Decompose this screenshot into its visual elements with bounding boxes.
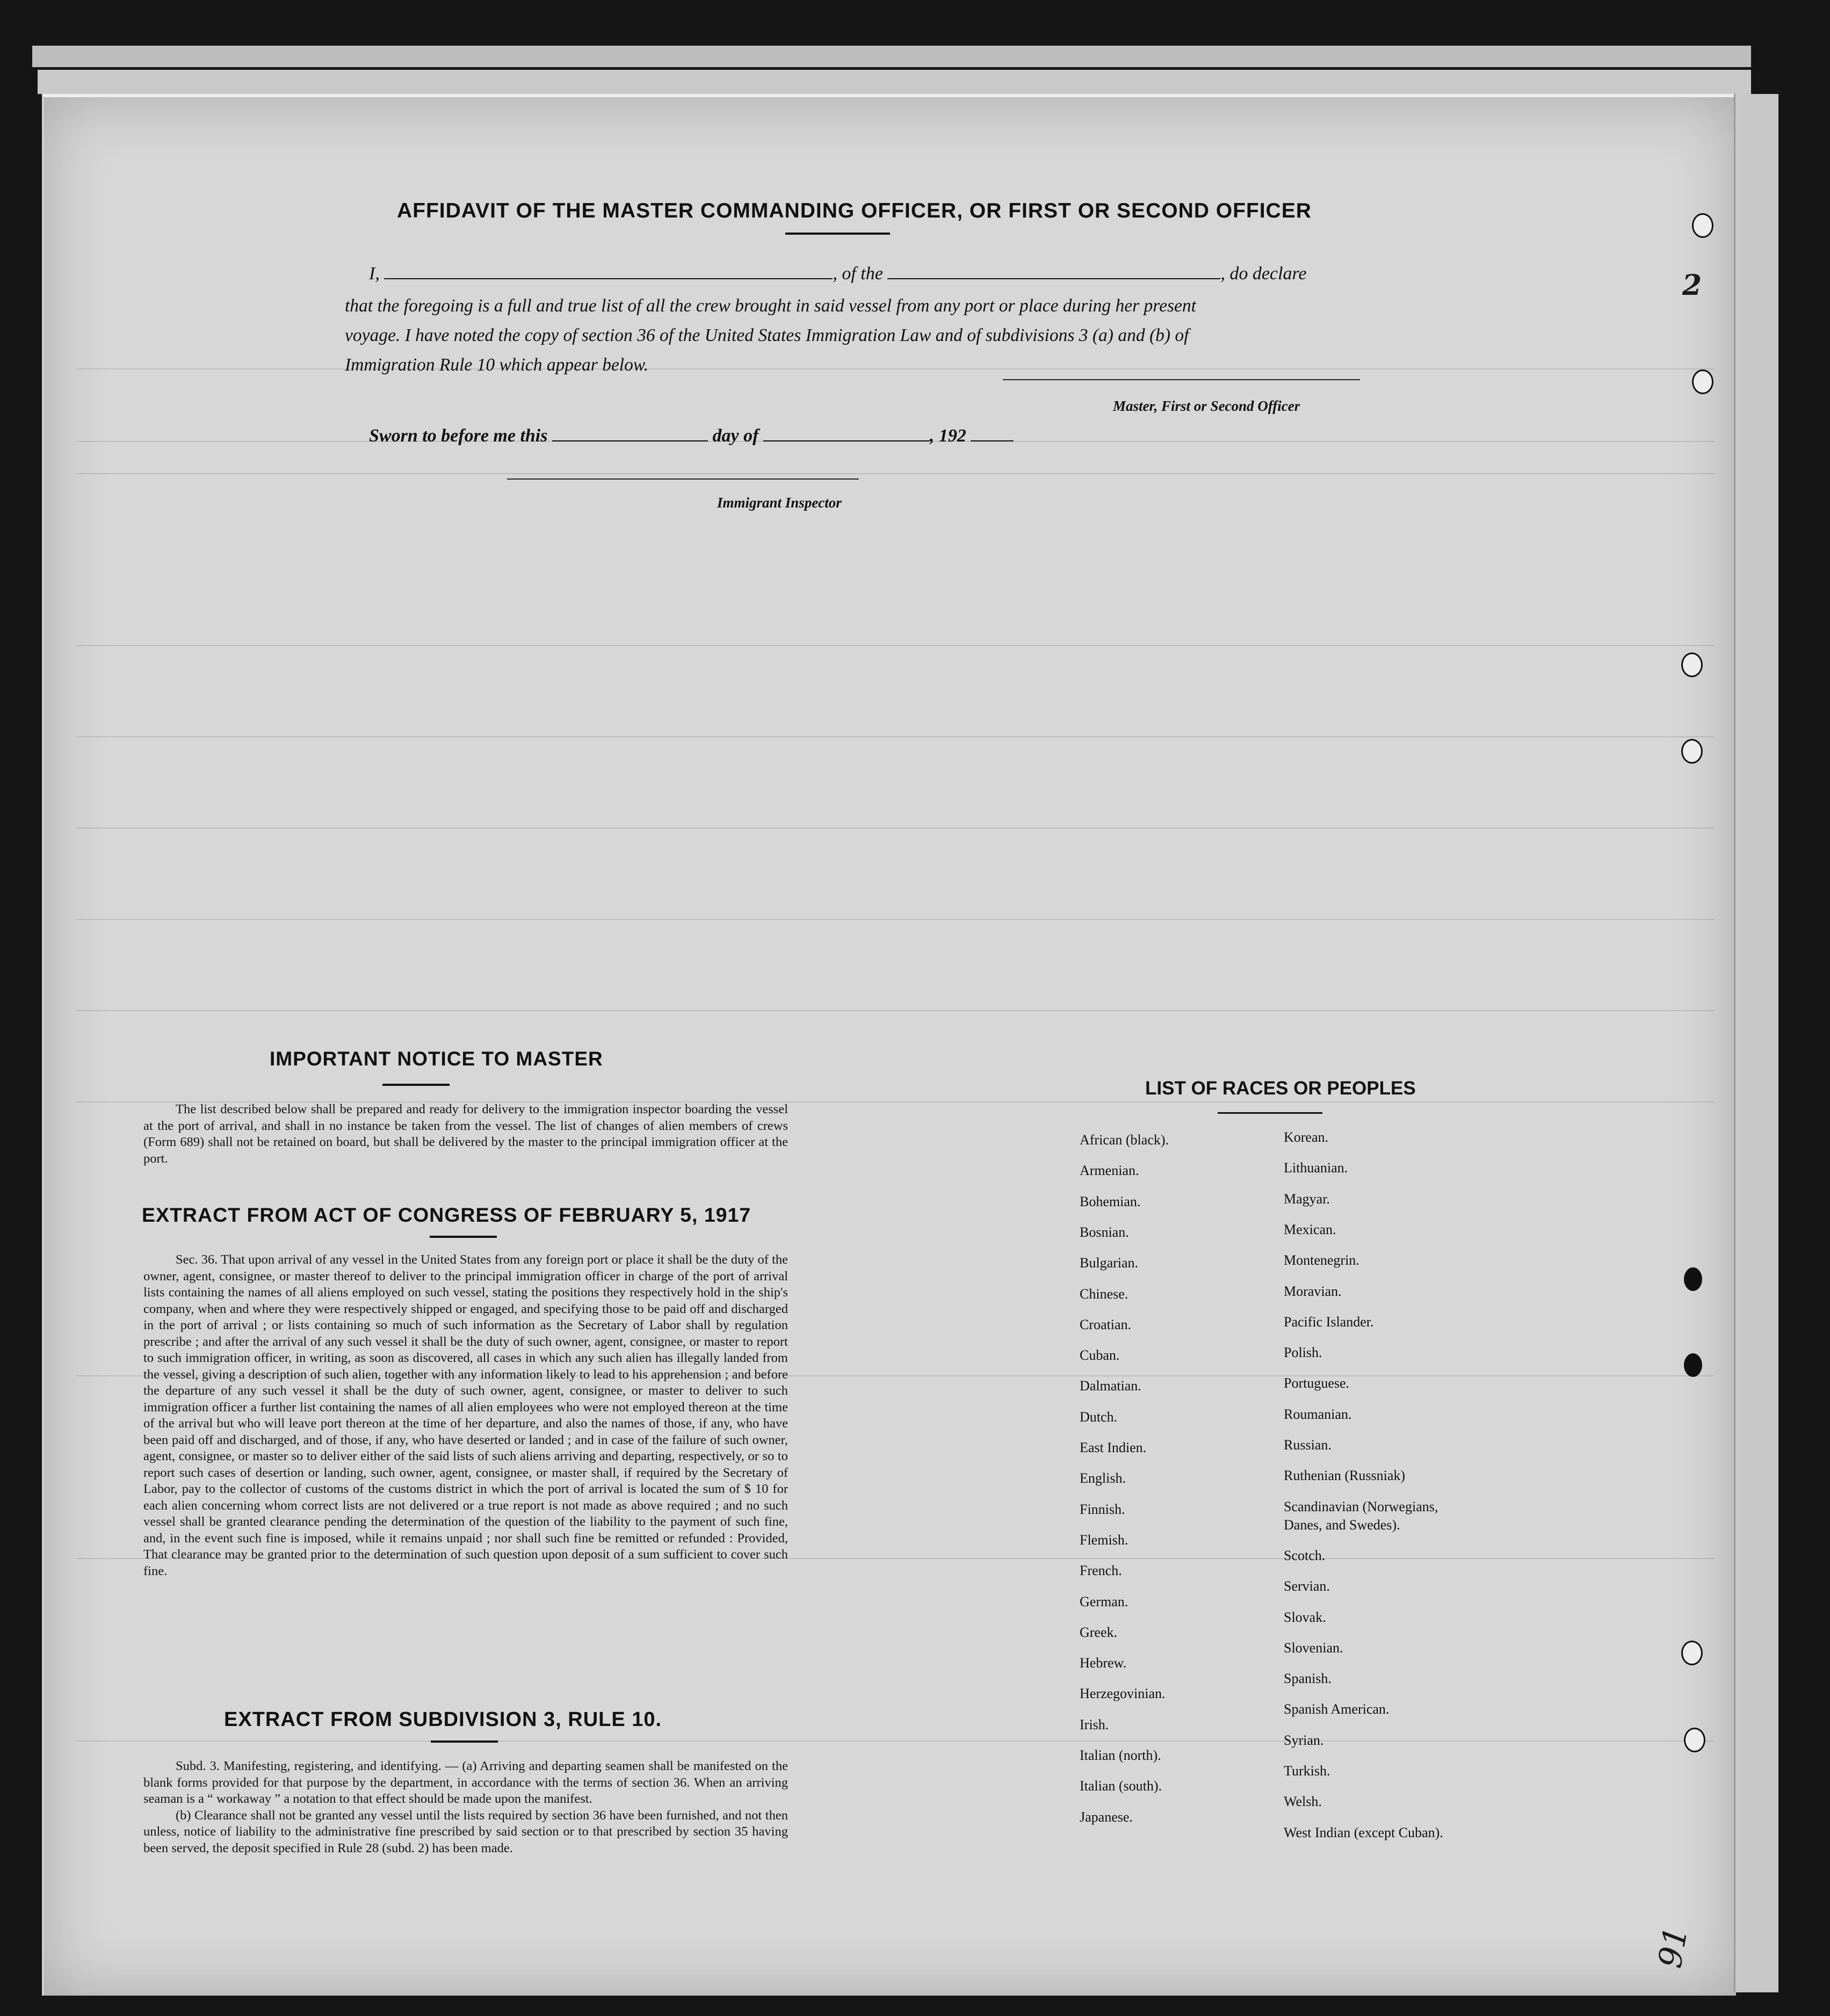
stacked-page-edge [38, 70, 1751, 94]
title-underline [785, 233, 890, 235]
act-underline [430, 1236, 497, 1238]
master-signature-line[interactable] [1003, 379, 1360, 380]
affidavit-line-4: Immigration Rule 10 which appear below. [345, 355, 649, 375]
affidavit-line-3: voyage. I have noted the copy of section 36 of the United States Immigration Law and of subdivisions 3 (a) and (b) of [345, 325, 1189, 345]
punch-hole [1684, 1728, 1705, 1752]
race-item: Servian. [1284, 1578, 1330, 1594]
punch-hole [1684, 1353, 1702, 1377]
corner-note: 91 [1651, 1924, 1696, 1971]
race-item: English. [1080, 1470, 1126, 1486]
affidavit-line-1 [369, 264, 1307, 284]
punch-hole [1692, 213, 1713, 238]
race-item: Scandinavian (Norwegians, [1284, 1498, 1438, 1514]
race-item: Scotch. [1284, 1547, 1326, 1563]
race-item: Dutch. [1080, 1409, 1118, 1425]
race-item: Dalmatian. [1080, 1378, 1141, 1394]
sworn-line [369, 426, 1014, 446]
master-caption: Master, First or Second Officer [1113, 398, 1300, 414]
inspector-signature-line[interactable] [507, 478, 859, 480]
page-number: 2 [1682, 269, 1702, 302]
race-item: Korean. [1284, 1129, 1329, 1145]
race-item: Danes, and Swedes). [1284, 1517, 1400, 1533]
month-blank[interactable] [763, 440, 930, 441]
notice-title: IMPORTANT NOTICE TO MASTER [270, 1048, 603, 1070]
race-item: African (black). [1080, 1132, 1169, 1148]
race-item: Irish. [1080, 1716, 1109, 1732]
binder-edge [1734, 94, 1778, 1992]
manifest-sheet [42, 94, 1736, 1996]
act-paragraph: Sec. 36. That upon arrival of any vessel in the United States from any foreign port or place it shall be the duty of the owner, agent, consignee, or master thereof to deliver to the principal immigration officer in charge of the port of arrival lists containing the names of all aliens employed on such vessel, stating the positions they respectively hold in the ship's company, when and where they were respectively shipped or engaged, and specifying those to be paid off and discharged in the port of arrival ; or lists containing so much of such information as the Secretary of Labor shall by regulation prescribe ; and after the arrival of any such vessel it shall be the duty of such owner, agent, consignee, or master to report to such immigration officer, in writing, as soon as discovered, all cases in which any such alien has illegally landed from the vessel, giving a description of such alien, together with any information likely to lead to his apprehension ; and before the departure of any such vessel it shall be the duty of such owner, agent, consignee, or master to deliver to such immigration officer a further list containing the names of all alien employees who were not employed thereon at the time of the arrival but who will leave port thereon at the time of her departure, and also the names of those, if any, who have been paid off and discharged, and of those, if any, who have deserted or landed ; and in case of the failure of such owner, agent, consignee, or master so to deliver either of the said lists of such aliens arriving and departing, respectively, or so to report such cases of desertion or landing, such owner, agent, consignee, or master shall, if required by the Secretary of Labor, pay to the collector of customs of the customs district in which the port of arrival is located the sum of $ 10 for each alien concerning whom correct lists are not delivered or a true report is not made as above required ; and no such vessel shall be granted clearance pending the determination of the question of the liability to the payment of such fine, and, in the event such fine is imposed, while it remains unpaid ; nor shall such fine be remitted or refunded : Provided, That clearance may be granted prior to the determination of such question upon deposit of a sum sufficient to cover such fine. [143, 1252, 788, 1578]
name-blank[interactable] [384, 278, 833, 279]
race-item: Welsh. [1284, 1794, 1322, 1810]
race-item: Roumanian. [1284, 1406, 1352, 1422]
punch-hole [1684, 1267, 1702, 1291]
race-item: Russian. [1284, 1437, 1332, 1453]
race-item: Hebrew. [1080, 1655, 1127, 1671]
affidavit-line-2: that the foregoing is a full and true list of all the crew brought in said vessel from any port or place during her present [345, 296, 1196, 316]
race-item: Croatian. [1080, 1316, 1132, 1332]
day-blank[interactable] [552, 440, 708, 441]
race-item: Japanese. [1080, 1809, 1133, 1825]
act-extract-title: EXTRACT FROM ACT OF CONGRESS OF FEBRUARY 5, 1917 [142, 1203, 751, 1226]
race-item: Italian (north). [1080, 1747, 1161, 1763]
race-item: Pacific Islander. [1284, 1314, 1374, 1330]
of-the-label: , of the [833, 264, 883, 284]
race-item: West Indian (except Cuban). [1284, 1824, 1443, 1840]
rule-underline [431, 1741, 498, 1743]
do-declare-label: , do declare [1220, 264, 1307, 284]
races-title: LIST OF RACES OR PEOPLES [1145, 1078, 1416, 1099]
inspector-caption: Immigrant Inspector [717, 495, 842, 511]
race-item: Flemish. [1080, 1532, 1129, 1548]
year-prefix: , 192 [929, 426, 966, 446]
notice-text [143, 1101, 788, 1167]
race-item: Italian (south). [1080, 1778, 1162, 1794]
race-item: Lithuanian. [1284, 1160, 1348, 1176]
notice-underline [382, 1084, 450, 1086]
race-item: Slovak. [1284, 1609, 1326, 1625]
race-item: Ruthenian (Russniak) [1284, 1468, 1406, 1484]
rule-paragraph-a: Subd. 3. Manifesting, registering, and identifying. — (a) Arriving and departing seamen shall be manifested on the blank forms provided for that purpose by the department, in accordance with the terms of section 36. When an arriving seaman is a “ workaway ” a notation to that effect should be made upon the manifest. [143, 1759, 788, 1806]
race-item: Montenegrin. [1284, 1252, 1359, 1268]
affidavit-title: AFFIDAVIT OF THE MASTER COMMANDING OFFICER, OR FIRST OR SECOND OFFICER [397, 199, 1312, 222]
race-item: Magyar. [1284, 1191, 1330, 1207]
race-item: Cuban. [1080, 1347, 1120, 1364]
race-item: Syrian. [1284, 1732, 1324, 1748]
rule-extract-text [143, 1758, 788, 1857]
rule-paragraph-b: (b) Clearance shall not be granted any vessel until the lists required by section 36 have been furnished, and not then unless, notice of liability to the administrative fine prescribed by said section or to that prescribed by section 35 having been served, the deposit specified in Rule 28 (subd. 2) has been made. [143, 1808, 788, 1855]
punch-hole [1681, 1641, 1703, 1665]
stacked-page-edge [32, 46, 1751, 67]
race-item: German. [1080, 1593, 1129, 1609]
race-item: East Indien. [1080, 1440, 1147, 1455]
race-item: Polish. [1284, 1345, 1322, 1361]
rule-extract-title: EXTRACT FROM SUBDIVISION 3, RULE 10. [224, 1708, 662, 1731]
vessel-blank[interactable] [887, 278, 1220, 279]
race-item: Slovenian. [1284, 1640, 1343, 1656]
race-item: Bohemian. [1080, 1193, 1141, 1209]
race-item: Bulgarian. [1080, 1255, 1139, 1271]
act-extract-text [143, 1252, 788, 1579]
year-blank[interactable] [971, 440, 1014, 441]
race-item: Turkish. [1284, 1763, 1330, 1779]
race-item: Bosnian. [1080, 1224, 1129, 1240]
punch-hole [1681, 652, 1703, 677]
sworn-prefix: Sworn to before me this [369, 426, 548, 446]
race-item: Greek. [1080, 1624, 1118, 1640]
race-item: Mexican. [1284, 1221, 1336, 1237]
race-item: Herzegovinian. [1080, 1686, 1166, 1702]
punch-hole [1681, 739, 1703, 764]
day-of-label: day of [712, 426, 759, 446]
race-item: Armenian. [1080, 1163, 1139, 1179]
affidavit-i-label: I, [369, 264, 380, 284]
race-item: Moravian. [1284, 1283, 1342, 1299]
race-item: Finnish. [1080, 1501, 1125, 1517]
races-underline [1218, 1112, 1322, 1114]
punch-hole [1692, 369, 1713, 394]
notice-paragraph: The list described below shall be prepared and ready for delivery to the immigration inspector boarding the vessel at the port of arrival, and shall in no instance be taken from the vessel. The list of changes of alien members of crews (Form 689) shall not be retained on board, but shall be delivered by the master to the principal immigration officer at the port. [143, 1102, 788, 1166]
race-item: Portuguese. [1284, 1375, 1350, 1391]
race-item: Chinese. [1080, 1286, 1129, 1302]
race-item: French. [1080, 1563, 1122, 1579]
race-item: Spanish American. [1284, 1701, 1390, 1717]
race-item: Spanish. [1284, 1671, 1332, 1687]
